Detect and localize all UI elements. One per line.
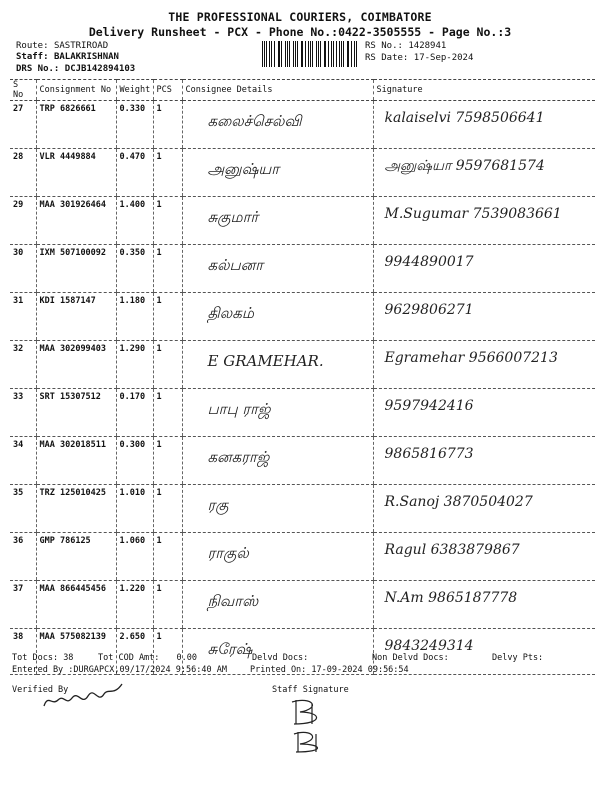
sno-cell — [10, 389, 36, 437]
weight-cell — [116, 485, 153, 533]
pcs-cell-text: 1 — [156, 104, 162, 114]
weight-cell — [116, 533, 153, 581]
signature-cell-text: அனுஷ்யா 9597681574 — [384, 158, 545, 174]
staff-signature-label: Staff Signature — [272, 685, 349, 695]
signature-cell-text: 9629806271 — [384, 302, 474, 318]
sno-cell-text: 30 — [13, 248, 24, 258]
pcs-cell — [153, 437, 182, 485]
barcode-bar — [289, 41, 290, 67]
barcode-bar — [293, 41, 294, 67]
sno-cell — [10, 197, 36, 245]
table-row — [10, 437, 595, 485]
signature-cell — [373, 149, 595, 197]
rs-no-line — [365, 41, 446, 51]
signature-cell — [373, 293, 595, 341]
sno-cell — [10, 101, 36, 149]
sno-cell — [10, 485, 36, 533]
tot-cod-value: 0.00 — [176, 653, 198, 663]
table-row — [10, 533, 595, 581]
weight-cell-text: 1.400 — [119, 200, 146, 210]
consignee-cell-text: சுரேஷ் — [207, 640, 253, 658]
entered-label: Entered By : — [12, 665, 74, 675]
consignment-cell-text: MAA 301926464 — [39, 200, 107, 210]
table-row — [10, 197, 595, 245]
sno-cell-text: 27 — [13, 104, 24, 114]
consignee-cell-text: அனுஷ்யா — [207, 160, 280, 178]
consignment-cell-text: TRP 6826661 — [39, 104, 96, 114]
pcs-cell-text: 1 — [156, 152, 162, 162]
rs-date-label: RS Date: — [365, 53, 409, 63]
barcode-bar — [318, 41, 319, 67]
signature-cell-text: R.Sanoj 3870504027 — [384, 494, 533, 510]
rs-no-value: 1428941 — [408, 41, 447, 51]
staff-signature-mark — [282, 694, 352, 754]
consignment-cell — [36, 293, 116, 341]
weight-cell — [116, 581, 153, 629]
sno-cell — [10, 245, 36, 293]
barcode-bar — [325, 41, 326, 67]
consignee-cell — [182, 245, 373, 293]
consignee-cell — [182, 149, 373, 197]
consignment-cell-text: MAA 866445456 — [39, 584, 107, 594]
consignee-cell-text: கனகராஜ் — [207, 448, 270, 466]
consignment-cell — [36, 581, 116, 629]
column-header: Signature — [373, 80, 595, 101]
consignment-cell-text: KDI 1587147 — [39, 296, 96, 306]
pcs-cell — [153, 533, 182, 581]
signature-cell-text: 9597942416 — [384, 398, 474, 414]
consignment-cell-text: VLR 4449884 — [39, 152, 96, 162]
runsheet-title: Delivery Runsheet - PCX - Phone No.:0422-3505555 - Page No.:3 — [88, 25, 512, 39]
sno-cell — [10, 437, 36, 485]
barcode-bar — [269, 41, 270, 67]
weight-cell-text: 0.470 — [119, 152, 146, 162]
weight-cell-text: 0.170 — [119, 392, 146, 402]
sno-cell — [10, 149, 36, 197]
rs-date-line — [365, 53, 473, 63]
consignee-cell-text: நிவாஸ் — [207, 592, 259, 610]
totals-line — [12, 653, 73, 663]
barcode-bar — [301, 41, 302, 67]
table-row — [10, 485, 595, 533]
tot-cod-label: Tot COD Amt: — [98, 653, 160, 663]
pcs-cell-text: 1 — [156, 488, 162, 498]
barcode-bar — [262, 41, 263, 67]
consignee-cell — [182, 101, 373, 149]
consignment-cell — [36, 389, 116, 437]
sno-cell-text: 38 — [13, 632, 24, 642]
tot-cod — [98, 653, 197, 663]
consignment-cell-text: SRT 15307512 — [39, 392, 101, 402]
drs-line — [16, 64, 135, 74]
consignee-cell-text: பாபு ராஜ் — [207, 400, 271, 418]
sno-cell — [10, 581, 36, 629]
signature-cell — [373, 245, 595, 293]
weight-cell — [116, 149, 153, 197]
table-row — [10, 245, 595, 293]
company-name: THE PROFESSIONAL COURIERS, COIMBATORE — [168, 10, 432, 24]
weight-cell — [116, 197, 153, 245]
barcode-bar — [347, 41, 348, 67]
pcs-cell — [153, 341, 182, 389]
consignment-cell — [36, 101, 116, 149]
rs-no-label: RS No.: — [365, 41, 403, 51]
entered-line — [12, 665, 227, 675]
weight-cell-text: 1.010 — [119, 488, 146, 498]
weight-cell-text: 1.290 — [119, 344, 146, 354]
sno-cell-text: 29 — [13, 200, 24, 210]
consignee-cell — [182, 389, 373, 437]
weight-cell — [116, 293, 153, 341]
pcs-cell — [153, 101, 182, 149]
pcs-cell — [153, 245, 182, 293]
tot-docs-value: 38 — [63, 653, 74, 663]
table-row — [10, 293, 595, 341]
signature-cell-text: N.Am 9865187778 — [384, 590, 518, 606]
pcs-cell-text: 1 — [156, 536, 162, 546]
weight-cell — [116, 341, 153, 389]
table-row — [10, 149, 595, 197]
pcs-cell-text: 1 — [156, 200, 162, 210]
barcode-bar — [339, 41, 340, 67]
consignee-cell-text: E GRAMEHAR. — [207, 352, 324, 370]
weight-cell-text: 0.350 — [119, 248, 146, 258]
route-line — [16, 41, 108, 51]
barcode-bar — [354, 41, 355, 67]
printed-label: Printed On: — [250, 665, 307, 675]
weight-cell-text: 2.650 — [119, 632, 146, 642]
drs-label: DRS No.: — [16, 64, 60, 74]
table-header-row — [10, 80, 595, 101]
barcode-bar — [274, 41, 275, 67]
consignee-cell-text: சுகுமார் — [207, 208, 259, 226]
consignee-cell — [182, 485, 373, 533]
signature-cell-text: 9865816773 — [384, 446, 474, 462]
pcs-cell — [153, 293, 182, 341]
weight-cell-text: 0.330 — [119, 104, 146, 114]
sno-cell-text: 33 — [13, 392, 24, 402]
pcs-cell — [153, 149, 182, 197]
consignee-cell — [182, 293, 373, 341]
consignee-cell-text: திலகம் — [207, 304, 254, 322]
pcs-cell-text: 1 — [156, 440, 162, 450]
staff-value: BALAKRISHNAN — [53, 52, 119, 62]
signature-cell — [373, 341, 595, 389]
sno-cell-text: 37 — [13, 584, 24, 594]
signature-cell-text: 9843249314 — [384, 638, 474, 654]
consignment-cell — [36, 437, 116, 485]
weight-cell-text: 1.220 — [119, 584, 146, 594]
signature-cell — [373, 389, 595, 437]
verified-by-label: Verified By — [12, 685, 69, 695]
weight-cell — [116, 437, 153, 485]
staff-line — [16, 52, 119, 62]
rs-date-value: 17-Sep-2024 — [413, 53, 474, 63]
barcode-bar — [281, 41, 282, 67]
consignee-cell-text: ரகு — [207, 496, 229, 514]
table-row — [10, 389, 595, 437]
pcs-cell — [153, 389, 182, 437]
barcode-bar — [312, 41, 313, 67]
pcs-cell-text: 1 — [156, 296, 162, 306]
consignee-cell — [182, 581, 373, 629]
pcs-cell-text: 1 — [156, 344, 162, 354]
weight-cell — [116, 245, 153, 293]
signature-cell — [373, 533, 595, 581]
table-body — [10, 101, 595, 675]
sno-cell — [10, 341, 36, 389]
consignment-cell — [36, 197, 116, 245]
sno-cell-text: 35 — [13, 488, 24, 498]
table-row — [10, 341, 595, 389]
printed-line — [250, 665, 409, 675]
signature-cell — [373, 485, 595, 533]
verified-signature — [38, 676, 128, 716]
consignment-cell-text: IXM 507100092 — [39, 248, 107, 258]
non-delvd-docs-label: Non Delvd Docs: — [372, 653, 449, 663]
drs-value: DCJB142894103 — [64, 64, 136, 74]
consignee-cell-text: கலைச்செல்வி — [207, 112, 302, 130]
signature-cell — [373, 101, 595, 149]
pcs-cell-text: 1 — [156, 392, 162, 402]
consignment-cell — [36, 533, 116, 581]
sno-cell-text: 36 — [13, 536, 24, 546]
consignee-cell-text: கல்பனா — [207, 256, 264, 274]
table-row — [10, 581, 595, 629]
column-header: PCS — [153, 80, 182, 101]
sno-cell-text: 34 — [13, 440, 24, 450]
weight-cell — [116, 101, 153, 149]
delvd-docs-label: Delvd Docs: — [252, 653, 309, 663]
consignee-cell — [182, 197, 373, 245]
column-header: Consignee Details — [182, 80, 373, 101]
printed-value: 17-09-2024 09:56:54 — [311, 665, 409, 675]
column-header: S No — [10, 80, 36, 101]
pcs-cell-text: 1 — [156, 632, 162, 642]
route-label: Route: — [16, 41, 49, 51]
signature-cell — [373, 437, 595, 485]
route-value: SASTRIROAD — [53, 41, 109, 51]
pcs-cell — [153, 581, 182, 629]
pcs-cell-text: 1 — [156, 248, 162, 258]
sno-cell-text: 28 — [13, 152, 24, 162]
consignment-cell — [36, 485, 116, 533]
weight-cell-text: 0.300 — [119, 440, 146, 450]
consignee-cell — [182, 533, 373, 581]
weight-cell-text: 1.060 — [119, 536, 146, 546]
entered-value: DURGAPCX,09/17/2024 9:56:40 AM — [73, 665, 227, 675]
consignee-cell — [182, 341, 373, 389]
weight-cell — [116, 389, 153, 437]
sno-cell — [10, 293, 36, 341]
signature-cell-text: Egramehar 9566007213 — [384, 350, 558, 366]
barcode — [262, 41, 358, 67]
consignment-cell-text: MAA 575082139 — [39, 632, 107, 642]
signature-cell-text: M.Sugumar 7539083661 — [384, 206, 562, 222]
pcs-cell-text: 1 — [156, 584, 162, 594]
signature-cell-text: kalaiselvi 7598506641 — [384, 110, 545, 126]
staff-label: Staff: — [16, 52, 49, 62]
pcs-cell — [153, 197, 182, 245]
table-row — [10, 101, 595, 149]
consignment-cell-text: MAA 302018511 — [39, 440, 107, 450]
column-header: Weight — [116, 80, 153, 101]
sno-cell-text: 31 — [13, 296, 24, 306]
consignment-cell-text: GMP 786125 — [39, 536, 91, 546]
weight-cell-text: 1.180 — [119, 296, 146, 306]
consignee-cell — [182, 437, 373, 485]
barcode-bar — [308, 41, 309, 67]
barcode-bar — [333, 41, 334, 67]
consignment-cell-text: MAA 302099403 — [39, 344, 107, 354]
tot-docs-label: Tot Docs: — [12, 653, 59, 663]
signature-cell — [373, 581, 595, 629]
consignment-cell — [36, 149, 116, 197]
signature-cell — [373, 197, 595, 245]
delvy-pts-label: Delvy Pts: — [492, 653, 544, 663]
signature-cell-text: Ragul 6383879867 — [384, 542, 520, 558]
runsheet-table — [10, 79, 595, 675]
consignment-cell-text: TRZ 125010425 — [39, 488, 107, 498]
sno-cell-text: 32 — [13, 344, 24, 354]
consignment-cell — [36, 341, 116, 389]
consignment-cell — [36, 245, 116, 293]
pcs-cell — [153, 485, 182, 533]
column-header: Consignment No — [36, 80, 116, 101]
signature-cell-text: 9944890017 — [384, 254, 474, 270]
consignee-cell-text: ராகுல் — [207, 544, 249, 562]
sno-cell — [10, 533, 36, 581]
